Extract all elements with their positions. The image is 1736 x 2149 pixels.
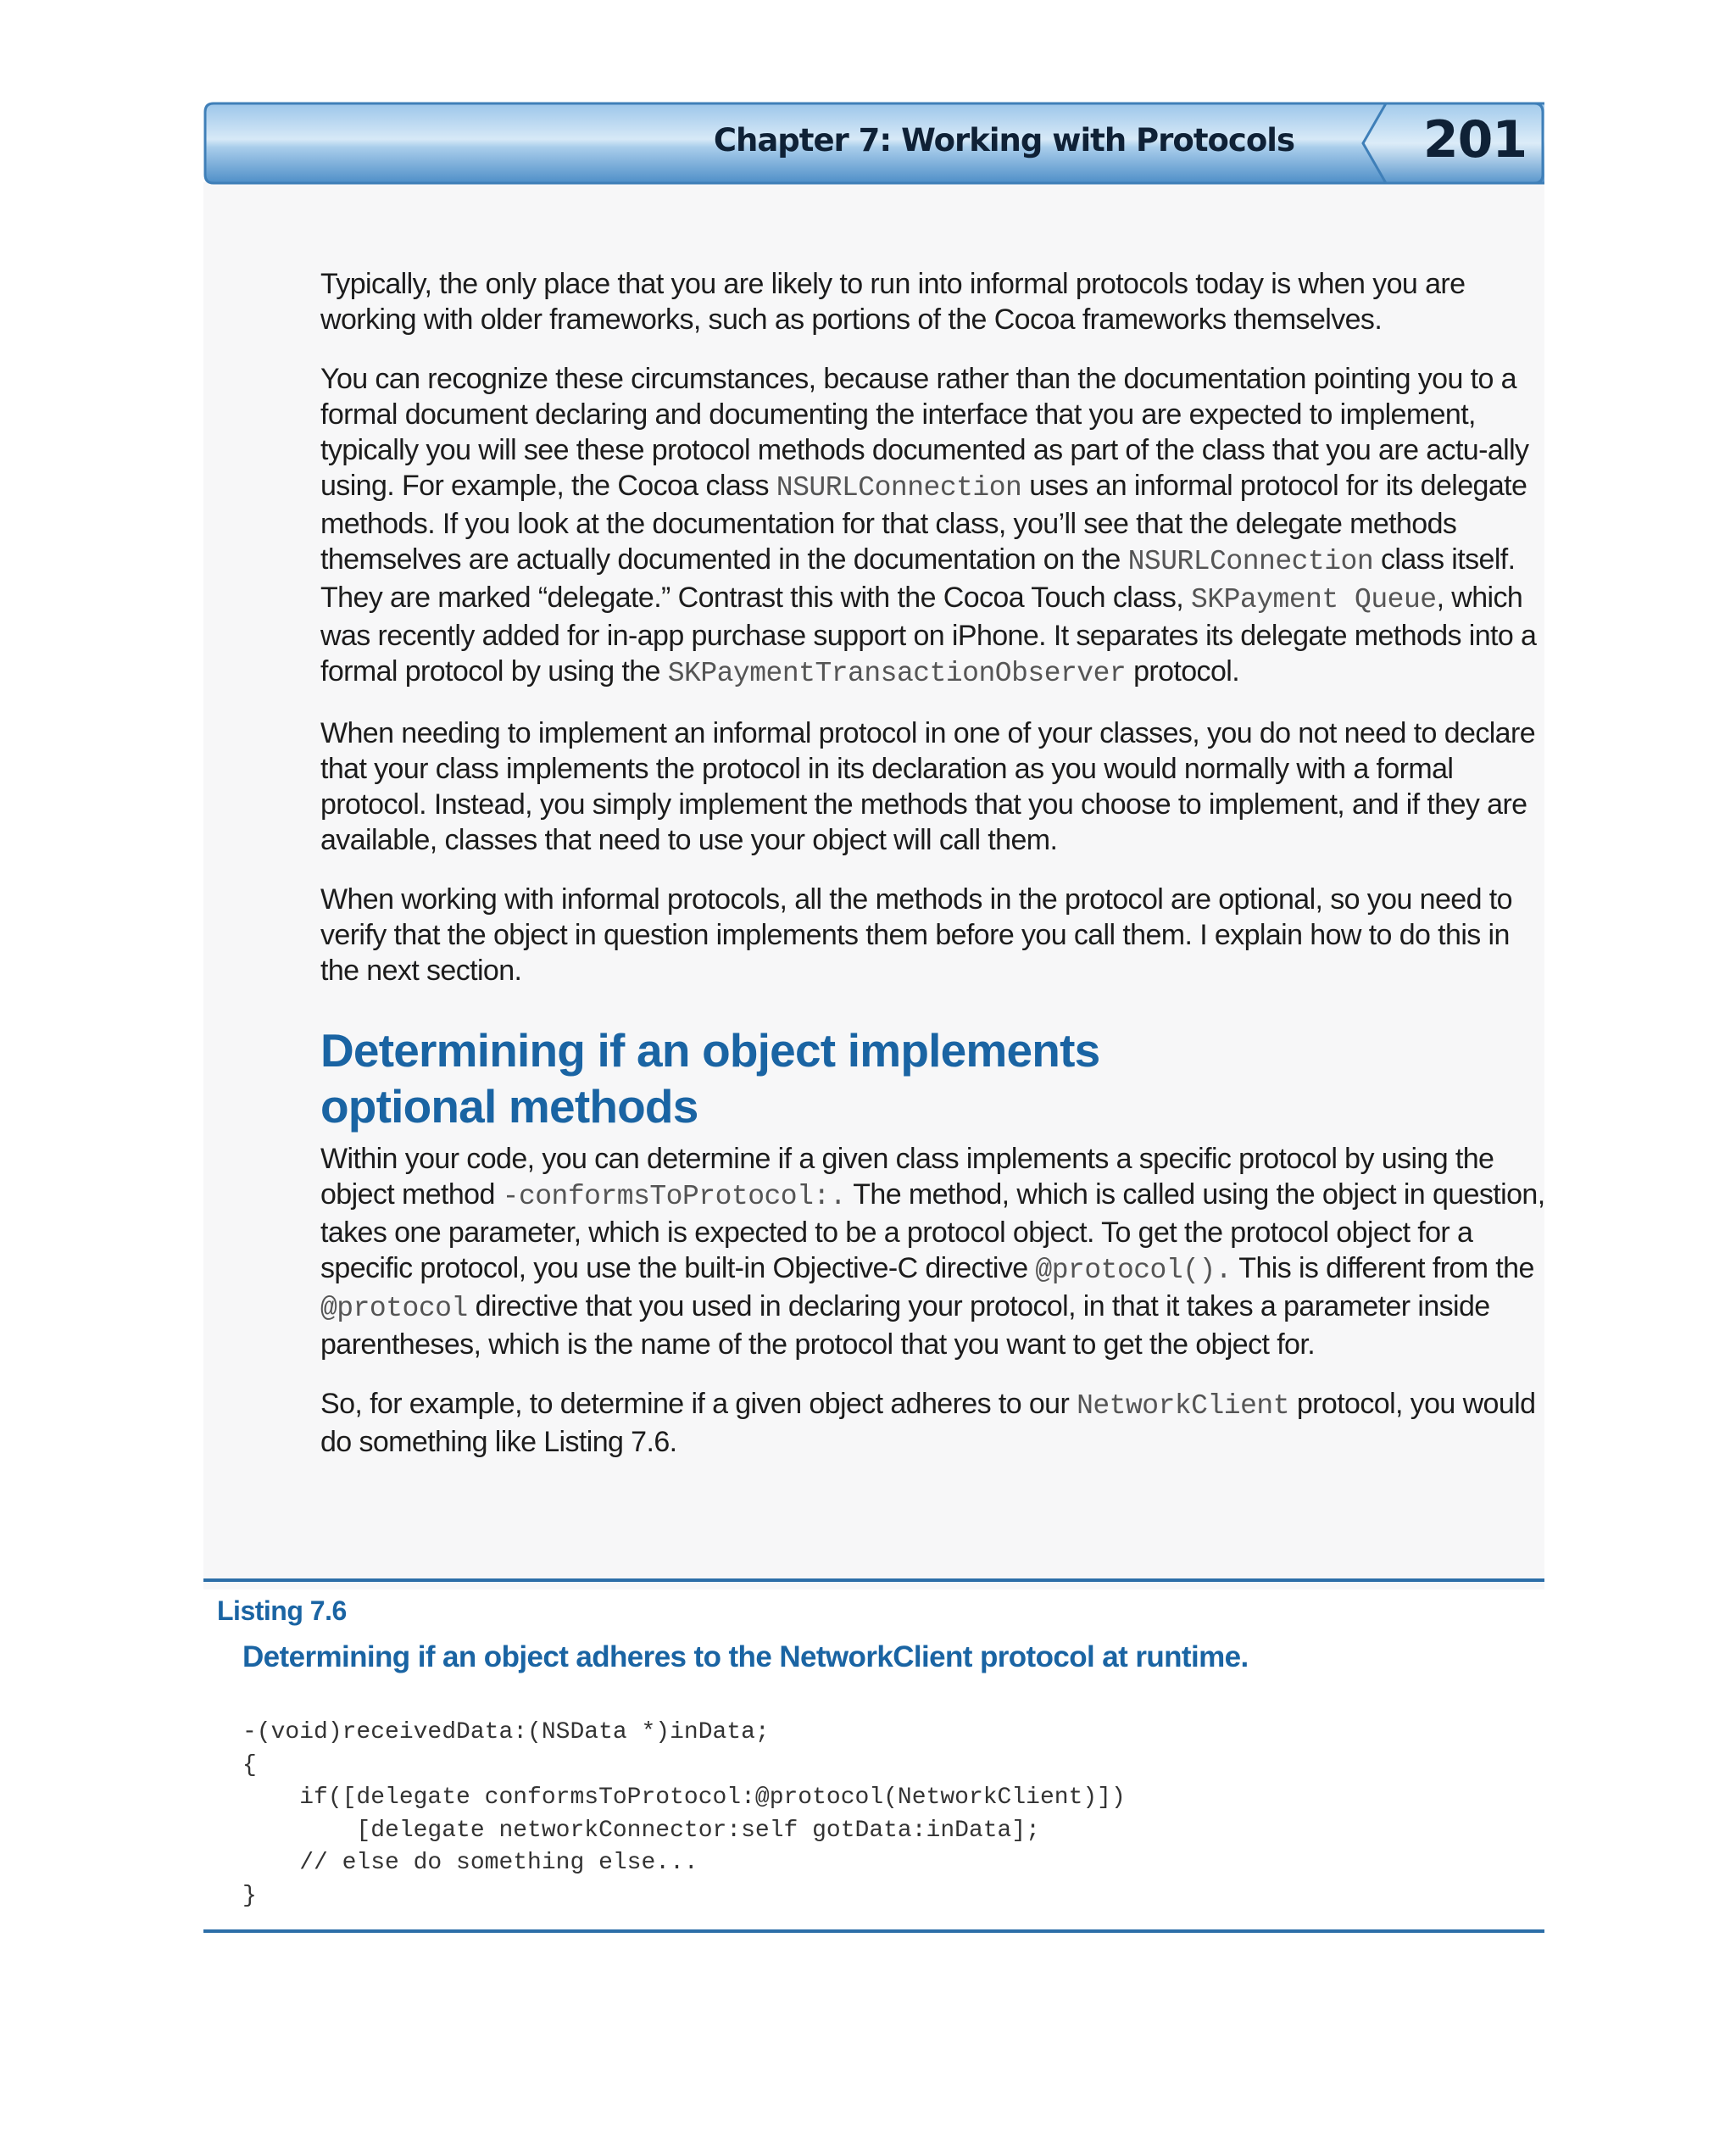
inline-code: NSURLConnection	[1127, 546, 1374, 577]
code-line: }	[242, 1882, 257, 1909]
paragraph-text: , which was recently added for in-app purchase support on iPhone. It separates its delegate methods into a formal protocol by using the	[320, 582, 1537, 688]
section-heading	[320, 1022, 1546, 1134]
paragraph-text: class itself. They are marked “delegate.” Contrast this with the Cocoa Touch class,	[320, 543, 1516, 614]
listing-bottom-rule	[203, 1929, 1544, 1933]
paragraph: Typically, the only place that you are likely to run into informal protocols today is when you are working with older frameworks, such as portions of the Cocoa frameworks themselves.	[320, 268, 1466, 336]
inline-code: -conformsToProtocol:.	[502, 1181, 847, 1212]
chapter-header	[203, 102, 1544, 185]
paragraph-text: This is different from the	[1232, 1252, 1534, 1284]
code-line: if([delegate conformsToProtocol:@protocol(NetworkClient)])	[242, 1784, 1126, 1811]
paragraph	[320, 1141, 1546, 1362]
inline-code: SKPayment Queue	[1191, 584, 1437, 615]
inline-code: NSURLConnection	[776, 472, 1022, 504]
paragraph	[320, 361, 1546, 692]
code-listing	[242, 1717, 1126, 1912]
inline-code: @protocol	[320, 1293, 468, 1324]
code-line: -(void)receivedData:(NSData *)inData;	[242, 1719, 770, 1745]
code-line: {	[242, 1751, 257, 1779]
main-content	[320, 266, 1546, 1484]
section-heading-line: optional methods	[320, 1080, 698, 1133]
chapter-title: Chapter 7: Working with Protocols	[713, 122, 1294, 159]
paragraph-text: The method, which is called using the object in question, takes one parameter, which is expected to be a protocol object. To get the protocol object for a specific protocol, you use the built-in Objective-C directive	[320, 1178, 1545, 1284]
listing-caption: Determining if an object adheres to the NetworkClient protocol at runtime.	[242, 1640, 1249, 1673]
page-number: 201	[1422, 110, 1527, 170]
listing-top-rule	[203, 1578, 1544, 1582]
paragraph: When working with informal protocols, all the methods in the protocol are optional, so you need to verify that the object in question implements them before you call them. I explain how to do this in the next section.	[320, 883, 1512, 987]
paragraph-text: Within your code, you can determine if a given class implements a specific protocol by using the object method	[320, 1143, 1494, 1211]
paragraph-text: So, for example, to determine if a given object adheres to our	[320, 1388, 1077, 1420]
section-heading-line: Determining if an object implements	[320, 1024, 1100, 1077]
code-line: // else do something else...	[242, 1850, 698, 1876]
inline-code: @protocol().	[1035, 1255, 1232, 1286]
paragraph-text: protocol.	[1126, 655, 1240, 688]
paragraph-text: directive that you used in declaring your protocol, in that it takes a parameter inside parentheses, which is the name of the protocol that you want to get the object for.	[320, 1290, 1490, 1361]
paragraph-text: You can recognize these circumstances, because rather than the documentation pointing you to a formal document declaring and documenting the interface that you are expected to implement, typically you will see these protocol methods documented as part of the class that you are actu-ally using. For example, the Cocoa class	[320, 363, 1529, 502]
code-line: [delegate networkConnector:self gotData:inData];	[242, 1817, 1040, 1844]
paragraph: When needing to implement an informal protocol in one of your classes, you do not need to declare that your class implements the protocol in its declaration as you would normally with a formal protocol. Instead, you simply implement the methods that you choose to implement, and if they are available, classes that need to use your object will call them.	[320, 717, 1536, 856]
paragraph-text: protocol, you would do something like Listing 7.6.	[320, 1388, 1536, 1458]
paragraph	[320, 1386, 1546, 1460]
paragraph-text: uses an informal protocol for its delegate methods. If you look at the documentation for that class, you’ll see that the delegate methods themselves are actually documented in the documentation on the	[320, 470, 1527, 576]
listing-label: Listing 7.6	[217, 1595, 347, 1626]
inline-code: NetworkClient	[1077, 1390, 1290, 1422]
inline-code: SKPaymentTransactionObserver	[667, 658, 1127, 689]
